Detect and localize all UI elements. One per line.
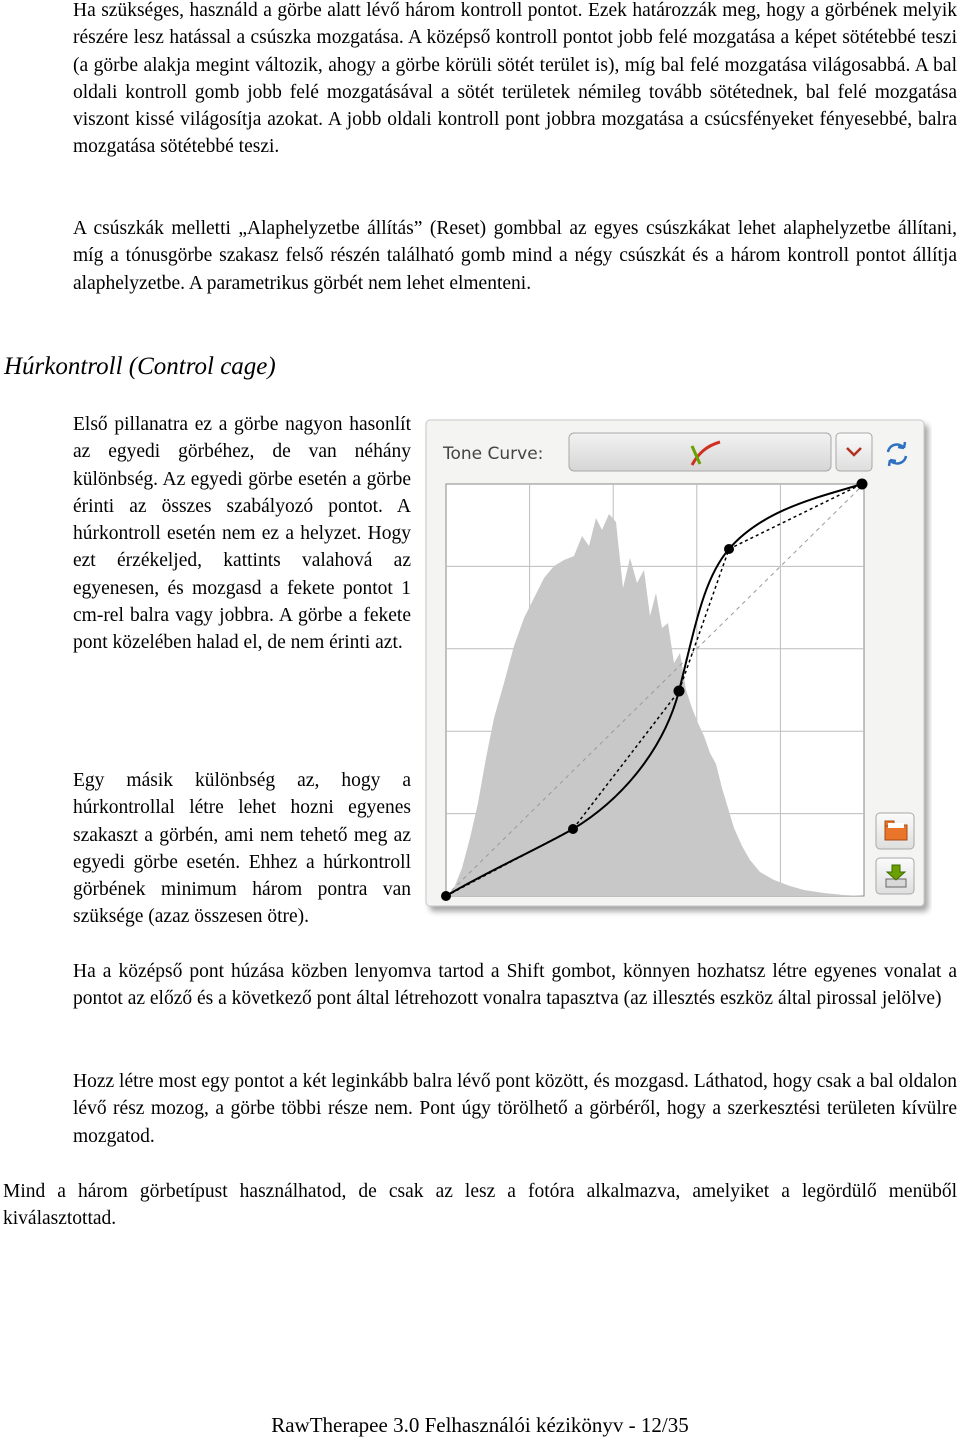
- curve-type-dropdown[interactable]: [569, 433, 831, 471]
- control-point[interactable]: [441, 891, 451, 901]
- open-curve-button[interactable]: [876, 813, 914, 849]
- paragraph-reset: A csúszkák melletti „Alaphelyzetbe állítás” (Reset) gombbal az egyes csúszkákat lehet alaphelyzetbe állítani, míg a tónusgörbe szakasz felső részén található gomb mind a négy csúszkát és a három kontroll pontot állítja alaphelyzetbe. A parametrikus görbét nem lehet elmenteni.: [73, 218, 957, 294]
- open-folder-icon: [885, 821, 907, 840]
- paragraph-curve-types: Mind a három görbetípust használhatod, de csak az lesz a fotóra alkalmazva, amelyiket a legördülő menüből kiválasztottad.: [3, 1181, 957, 1230]
- tone-curve-label: Tone Curve:: [443, 444, 544, 464]
- tone-curve-panel: [424, 418, 932, 918]
- paragraph-cage-difference: Egy másik különbség az, hogy a húrkontrollal létre lehet hozni egyenes szakaszt a görbén, ami nem tehető meg az egyedi görbe esetén. Ehhez a húrkontroll görbének minimum három pontra van szüksége (azaz összesen ötre).: [73, 770, 411, 928]
- control-point[interactable]: [568, 824, 578, 834]
- paragraph-control-points: Ha szükséges, használd a görbe alatt lévő három kontroll pontot. Ezek határozzák meg, hogy a görbének melyik részére lesz hatással a csúszka mozgatása. A középső kontroll pontot jobb felé mozgatása a képet sötétebbé teszi (a görbe alakja megint változik, ahogy a görbe körüli sötét terület is), míg bal felé mozgatása világosabbá. A bal oldali kontroll gomb jobb felé mozgatásával a sötét területek némileg tovább sötétednek, bal felé mozgatása viszont kissé világosítja azokat. A jobb oldali kontroll pont jobbra mozgatása a csúcsfényeket fényesebbé, balra mozgatása sötétebbé teszi.: [73, 0, 957, 158]
- tone-curve-figure: [424, 418, 932, 918]
- curve-area[interactable]: [441, 479, 868, 902]
- paragraph-cage-intro: Első pillanatra ez a görbe nagyon hasonlít az egyedi görbéhez, de van néhány különbség. Az egyedi görbe esetén a görbe érinti az összes szabályozó pontot. A húrkontroll esetén nem ez a helyzet. Hogy ezt érzékeljed, kattints valahová az egyenesen, és mozgasd a fekete pontot 1 cm-rel balra vagy jobbra. A görbe a fekete pont közelében halad el, de nem érinti azt.: [73, 414, 411, 654]
- control-point[interactable]: [674, 686, 685, 697]
- page-footer: RawTherapee 3.0 Felhasználói kézikönyv - 12/35: [271, 1413, 689, 1437]
- dropdown-button[interactable]: [836, 433, 872, 471]
- save-curve-button[interactable]: [876, 858, 914, 894]
- control-point[interactable]: [857, 479, 868, 490]
- paragraph-shift-snap: Ha a középső pont húzása közben lenyomva tartod a Shift gombot, könnyen hozhatsz létre egyenes vonalat a pontot az előző és a következő pont által létrehozott vonalra tapasztva (az illesztés eszköz által pirossal jelölve): [73, 961, 957, 1010]
- control-point[interactable]: [724, 544, 734, 554]
- section-heading: Húrkontroll (Control cage): [4, 353, 276, 380]
- paragraph-add-point: Hozz létre most egy pontot a két leginkább balra lévő pont között, és mozgasd. Láthatod, hogy csak a bal oldalon lévő rész mozog, a görbe többi része nem. Pont úgy törölhető a görbéről, hogy a szerkesztési területen kívülre mozgatod.: [73, 1071, 957, 1147]
